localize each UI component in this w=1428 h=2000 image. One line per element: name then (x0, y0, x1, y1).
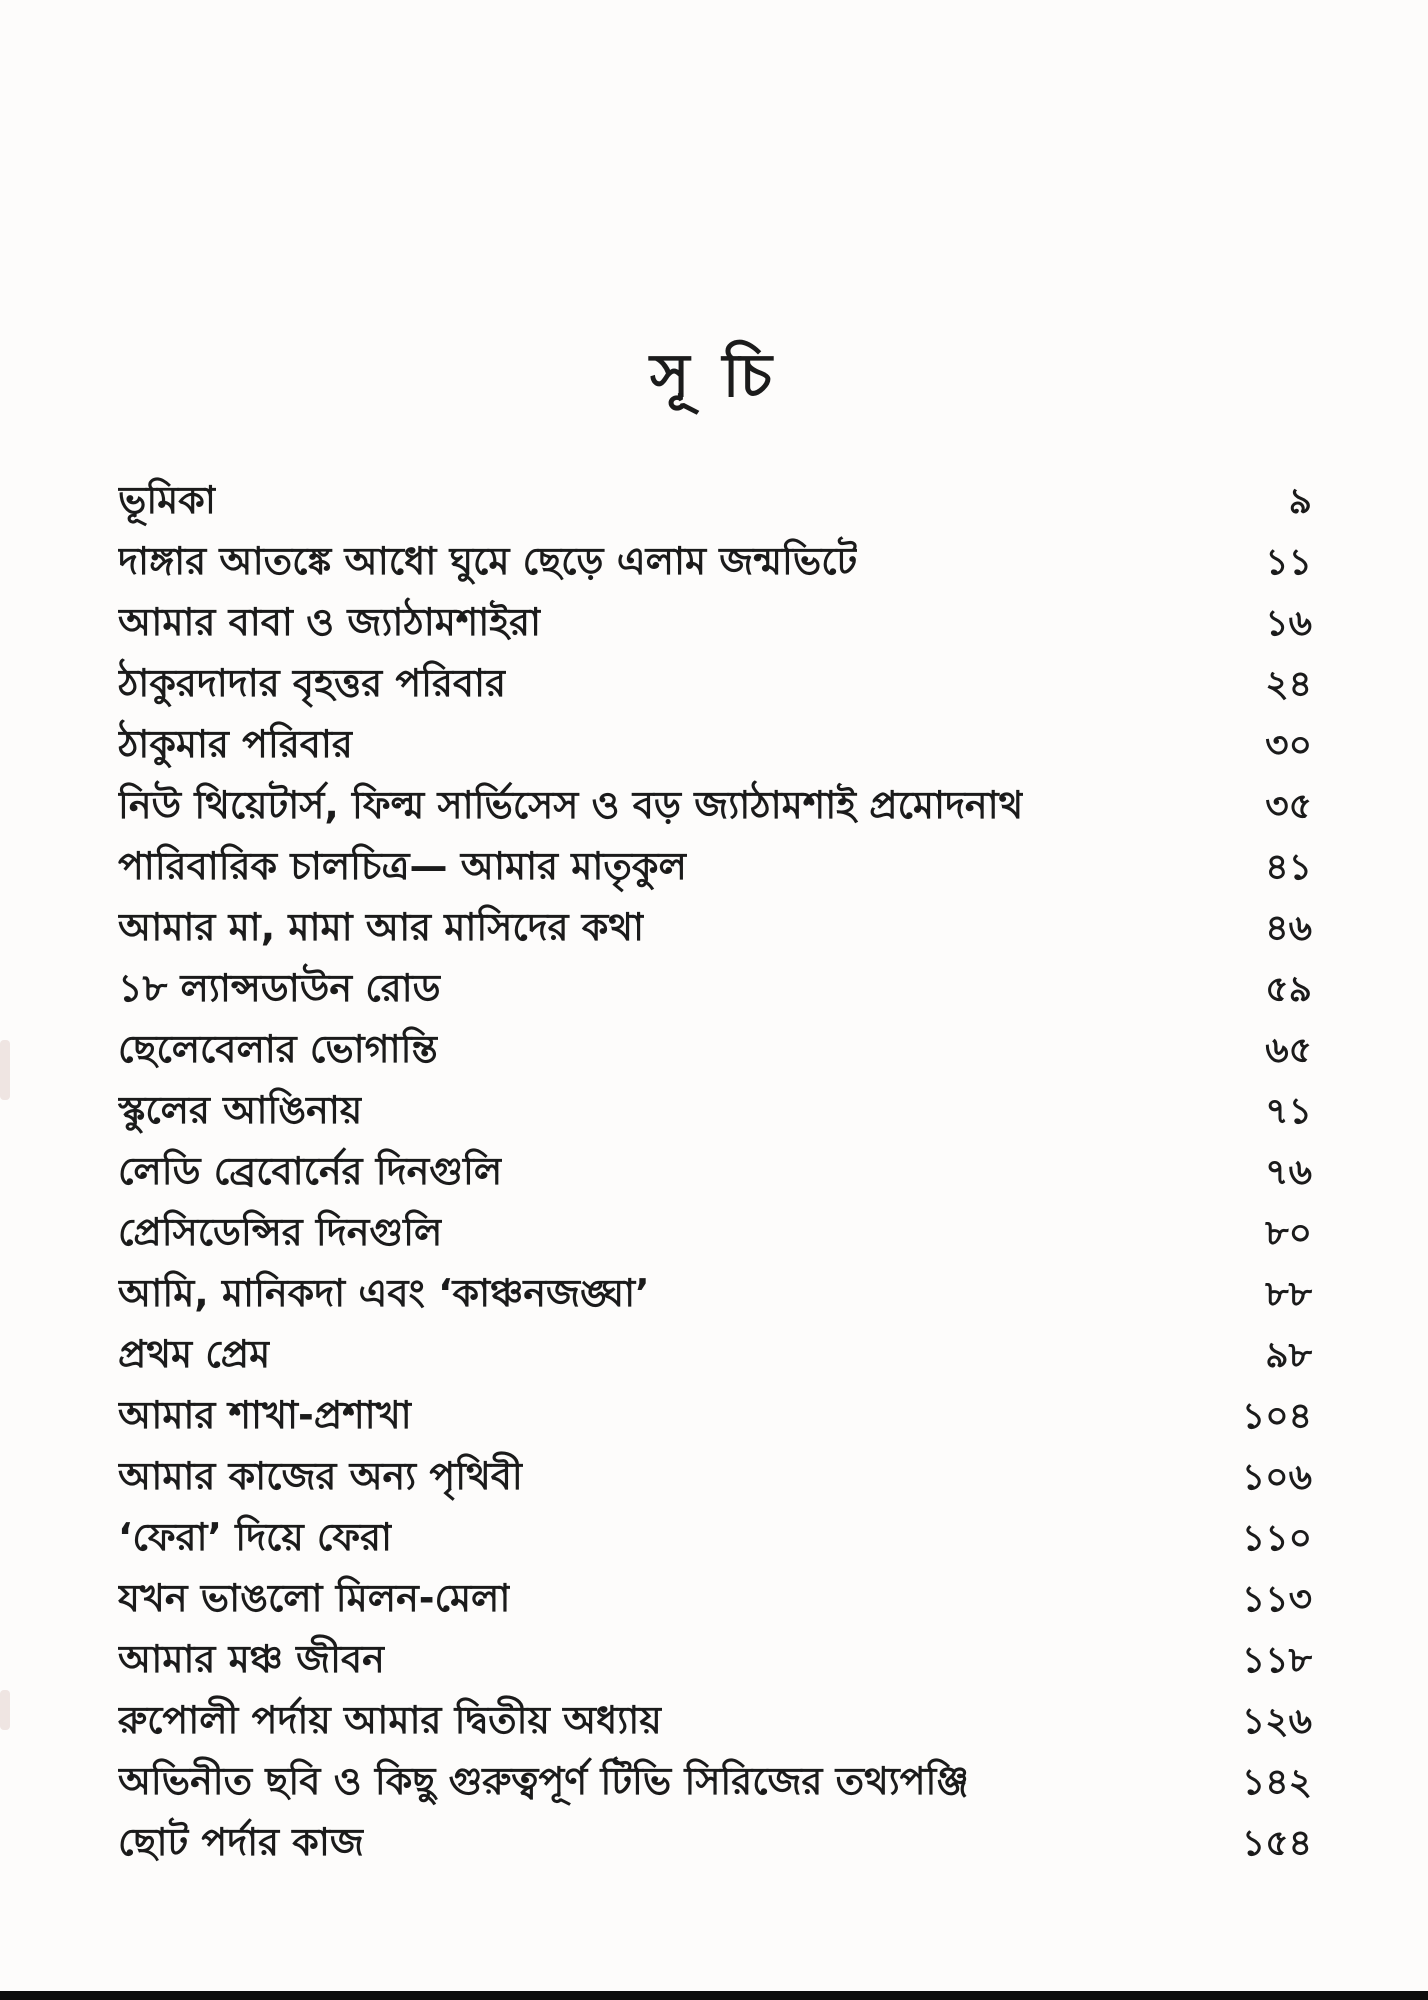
toc-entry (118, 714, 1312, 775)
toc-entry (118, 775, 1312, 836)
page-number: ৯ (1288, 481, 1312, 522)
chapter-title: প্রথম প্রেম (118, 1332, 271, 1376)
toc-entry (118, 653, 1312, 714)
chapter-title: ‘ফেরা’ দিয়ে ফেরা (118, 1515, 393, 1559)
chapter-title: যখন ভাঙলো মিলন-মেলা (118, 1576, 511, 1620)
page-number: ১০৬ (1241, 1457, 1312, 1498)
toc-entry (118, 1751, 1312, 1812)
chapter-title: প্রেসিডেন্সির দিনগুলি (118, 1210, 443, 1254)
page-number: ৪১ (1265, 847, 1312, 888)
chapter-title: ঠাকুরদাদার বৃহত্তর পরিবার (118, 661, 506, 705)
toc-entry (118, 470, 1312, 531)
page-number: ৭১ (1265, 1091, 1312, 1132)
toc-entry (118, 1568, 1312, 1629)
toc-entry (118, 1202, 1312, 1263)
page-number: ১১৮ (1241, 1640, 1312, 1681)
page-number: ৬৫ (1265, 1030, 1312, 1071)
toc-list (118, 470, 1312, 1873)
chapter-title: আমার মঞ্চ জীবন (118, 1637, 385, 1681)
page-number: ৫৯ (1265, 969, 1312, 1010)
chapter-title: স্কুলের আঙিনায় (118, 1088, 363, 1132)
toc-entry (118, 1019, 1312, 1080)
toc-entry (118, 1263, 1312, 1324)
chapter-title: নিউ থিয়েটার্স, ফিল্ম সার্ভিসেস ও বড় জ্যাঠামশাই প্রমোদনাথ (118, 783, 1024, 827)
chapter-title: রুপোলী পর্দায় আমার দ্বিতীয় অধ্যায় (118, 1698, 662, 1742)
chapter-title: ঠাকুমার পরিবার (118, 722, 353, 766)
toc-entry (118, 1812, 1312, 1873)
scan-smudge (0, 1040, 10, 1100)
page-title: সূ চি (649, 341, 779, 412)
chapter-title: আমার শাখা-প্রশাখা (118, 1393, 412, 1437)
page-number: ১৬ (1265, 603, 1312, 644)
chapter-title: দাঙ্গার আতঙ্কে আধো ঘুমে ছেড়ে এলাম জন্মভিটে (118, 539, 858, 583)
chapter-title: ১৮ ল্যান্সডাউন রোড (118, 966, 441, 1010)
page-number: ৮৮ (1265, 1274, 1312, 1315)
toc-entry (118, 836, 1312, 897)
toc-entry (118, 1141, 1312, 1202)
chapter-title: ছোট পর্দার কাজ (118, 1820, 364, 1864)
page-number: ১৪২ (1241, 1762, 1312, 1803)
toc-entry (118, 1690, 1312, 1751)
page-number: ২৪ (1265, 664, 1312, 705)
toc-entry (118, 592, 1312, 653)
page-number: ৭৬ (1265, 1152, 1312, 1193)
page-number: ৩৫ (1265, 786, 1312, 827)
toc-entry (118, 958, 1312, 1019)
page-number: ৮০ (1265, 1213, 1312, 1254)
page-number: ১১৩ (1241, 1579, 1312, 1620)
chapter-title: পারিবারিক চালচিত্র— আমার মাতৃকুল (118, 844, 687, 888)
page-number: ১২৬ (1241, 1701, 1312, 1742)
toc-entry (118, 1080, 1312, 1141)
chapter-title: আমার কাজের অন্য পৃথিবী (118, 1454, 523, 1498)
toc-entry (118, 531, 1312, 592)
page-number: ১০৪ (1241, 1396, 1312, 1437)
scan-smudge (0, 1690, 10, 1730)
chapter-title: আমি, মানিকদা এবং ‘কাঞ্চনজঙ্ঘা’ (118, 1271, 650, 1315)
chapter-title: আমার বাবা ও জ্যাঠামশাইরা (118, 600, 541, 644)
toc-entry (118, 1446, 1312, 1507)
chapter-title: ছেলেবেলার ভোগান্তি (118, 1027, 438, 1071)
toc-entry (118, 897, 1312, 958)
chapter-title: লেডি ব্রেবোর্নের দিনগুলি (118, 1149, 503, 1193)
toc-entry (118, 1324, 1312, 1385)
page-number: ১১০ (1241, 1518, 1312, 1559)
page-number: ১৫৪ (1241, 1823, 1312, 1864)
chapter-title: আমার মা, মামা আর মাসিদের কথা (118, 905, 644, 949)
scan-edge-bar (0, 1991, 1428, 2000)
chapter-title: ভূমিকা (118, 478, 216, 522)
page-number: ৯৮ (1265, 1335, 1312, 1376)
chapter-title: অভিনীত ছবি ও কিছু গুরুত্বপূর্ণ টিভি সিরিজের তথ্যপঞ্জি (118, 1759, 969, 1803)
toc-entry (118, 1507, 1312, 1568)
toc-entry (118, 1385, 1312, 1446)
page-number: ৪৬ (1265, 908, 1312, 949)
page-number: ৩০ (1265, 725, 1312, 766)
toc-entry (118, 1629, 1312, 1690)
page-number: ১১ (1265, 542, 1312, 583)
